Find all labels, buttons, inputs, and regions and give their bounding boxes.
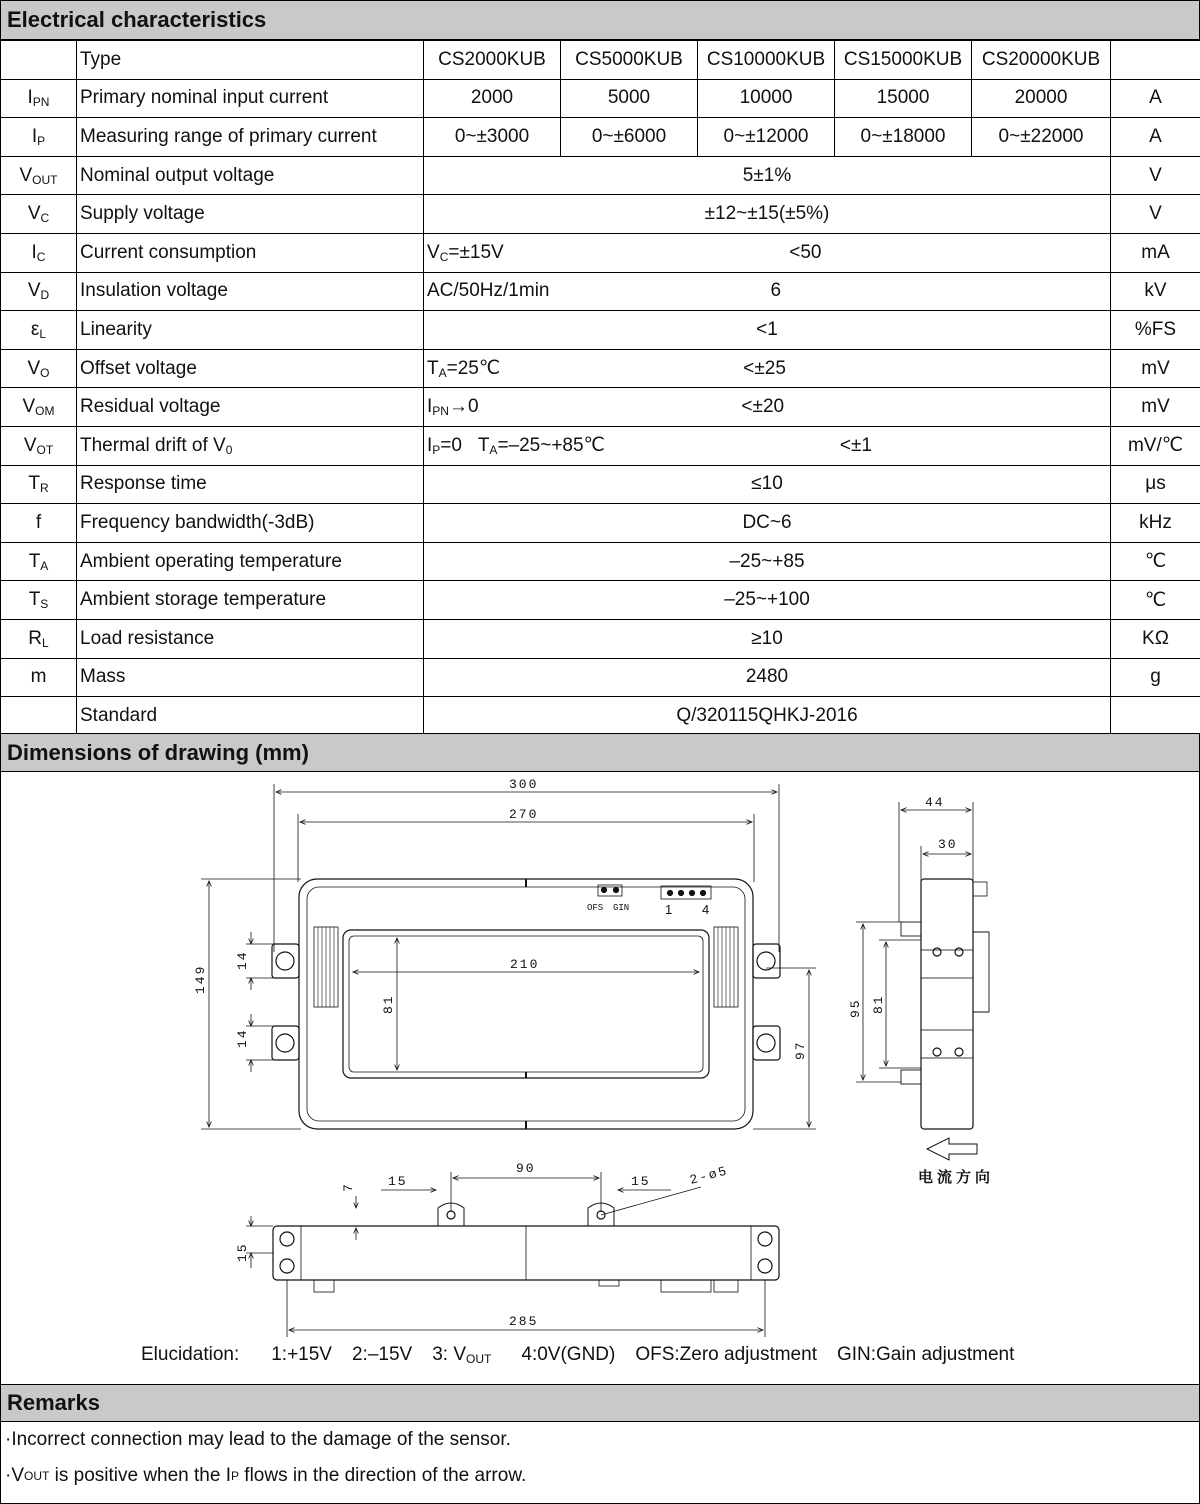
value-cell: 0~±6000 [561,118,698,157]
unit-cell: kHz [1111,504,1200,543]
section-title: Dimensions of drawing (mm) [7,739,309,765]
dimensions-header [0,733,1200,772]
value-cell: 15000 [835,79,972,118]
param-cell: Load resistance [77,619,424,658]
table-row-vot [1,426,1200,465]
symbol-cell: $V_D$ [1,272,77,311]
value-text: 6 [770,280,782,302]
condition-text: AC/50Hz/1min [427,280,550,302]
dim-label-270: 270 [509,807,539,822]
value-cell: 2480 [424,658,1111,697]
dim-label-300: 300 [509,777,539,792]
pin-2-desc: 2:–15V [351,1344,413,1365]
unit-cell: mV [1111,388,1200,427]
table-row-type [1,41,1200,80]
remarks-body [0,1422,1200,1504]
model-cell: CS20000KUB [972,41,1111,80]
gin-label: GIN [613,903,630,913]
symbol-cell: $V_{OT}$ [1,426,77,465]
unit-cell: A [1111,118,1200,157]
param-cell: Nominal output voltage [77,156,424,195]
symbol-cell [1,697,77,736]
dimension-drawing [1,772,1199,1384]
dim-label-14-upper: 14 [235,950,250,970]
dim-label-95: 95 [848,998,863,1018]
dim-label-81: 81 [381,994,396,1014]
remark-line-2: ·V OUT is positive when the I P flows in the direction of the arrow. [5,1465,527,1486]
symbol-cell: $T_S$ [1,581,77,620]
param-cell: Supply voltage [77,195,424,234]
value-text: <±20 [741,396,785,418]
elucidation-label: Elucidation: [141,1344,240,1365]
condition-text: $I_P=0$ $T_A=-25\sim+85℃$ [427,435,605,458]
pin-4-label: 4 [702,902,710,917]
param-cell: Mass [77,658,424,697]
remark-line-1: ·Incorrect connection may lead to the damage of the sensor. [5,1429,511,1450]
table-row-vc [1,195,1200,234]
dim-label-81-side: 81 [871,994,886,1014]
value-cell [424,272,1111,311]
param-cell: Ambient operating temperature [77,542,424,581]
table-row-vd [1,272,1200,311]
dim-label-149: 149 [193,964,208,994]
symbol-cell: $V_{OUT}$ [1,156,77,195]
dim-label-97: 97 [793,1040,808,1060]
param-cell: Standard [77,697,424,736]
value-cell: 5±1% [424,156,1111,195]
symbol-cell: $R_L$ [1,619,77,658]
unit-cell: V [1111,156,1200,195]
dim-label-14-lower: 14 [235,1028,250,1048]
pin-1-desc: 1:+15V [271,1344,332,1365]
param-cell: Response time [77,465,424,504]
symbol-cell: $I_{PN}$ [1,79,77,118]
ofs-desc: OFS:Zero adjustment [635,1344,817,1365]
symbol-cell: $I_C$ [1,233,77,272]
unit-cell: g [1111,658,1200,697]
dim-label-15-height: 15 [235,1242,250,1262]
value-text: <50 [789,241,822,263]
symbol-cell: $T_A$ [1,542,77,581]
unit-cell: V [1111,195,1200,234]
unit-cell: %FS [1111,311,1200,350]
value-cell: 10000 [698,79,835,118]
dim-label-15-left: 15 [388,1174,408,1189]
symbol-cell: $V_{OM}$ [1,388,77,427]
unit-cell: ℃ [1111,542,1200,581]
current-direction-label: 电流方向 [918,1169,995,1186]
unit-cell: A [1111,79,1200,118]
param-cell: Insulation voltage [77,272,424,311]
symbol-cell: $V_O$ [1,349,77,388]
unit-cell: mV [1111,349,1200,388]
value-cell: ≤10 [424,465,1111,504]
table-row-ip [1,118,1200,157]
param-cell: Current consumption [77,233,424,272]
table-row-rl [1,619,1200,658]
dim-label-7: 7 [341,1182,356,1192]
pin-3-desc: 3: $V_{OUT}$ [432,1344,492,1366]
table-row-ts [1,581,1200,620]
unit-cell: mV/℃ [1111,426,1200,465]
section-title: Remarks [7,1390,100,1415]
value-cell: 0~±12000 [698,118,835,157]
value-text: <±25 [743,357,786,379]
value-cell: 0~±3000 [424,118,561,157]
table-row-vout [1,156,1200,195]
table-row-f [1,504,1200,543]
table-row-ta [1,542,1200,581]
symbol-cell: $V_C$ [1,195,77,234]
model-cell: CS10000KUB [698,41,835,80]
value-cell [424,349,1111,388]
param-cell: Residual voltage [77,388,424,427]
value-cell: ±12~±15(±5%) [424,195,1111,234]
value-cell [424,426,1111,465]
unit-cell: ℃ [1111,581,1200,620]
gin-desc: GIN:Gain adjustment [836,1344,1015,1365]
value-cell: 0~±22000 [972,118,1111,157]
remarks-header [0,1384,1200,1422]
condition-text: $T_A=25℃$ [427,358,501,381]
value-cell: Q/320115QHKJ-2016 [424,697,1111,736]
section-title: Electrical characteristics [7,7,267,32]
param-cell: Linearity [77,311,424,350]
dim-label-210: 210 [510,957,540,972]
condition-text: $V_C=\pm 15V$ [427,241,504,264]
condition-text: $I_{PN}\to 0$ [427,396,479,419]
dim-label-15-right: 15 [631,1174,651,1189]
param-cell: Primary nominal input current [77,79,424,118]
pin-1-label: 1 [665,902,673,917]
value-cell: 0~±18000 [835,118,972,157]
unit-cell: kV [1111,272,1200,311]
param-cell: Measuring range of primary current [77,118,424,157]
value-cell: –25~+100 [424,581,1111,620]
value-cell: <1 [424,311,1111,350]
symbol-cell: f [1,504,77,543]
value-cell [424,388,1111,427]
symbol-cell [1,41,77,80]
spec-table [0,40,1200,736]
dimensions-drawing-area [0,772,1200,1384]
value-cell: –25~+85 [424,542,1111,581]
value-cell [424,233,1111,272]
hole-label: 2-ø5 [688,1163,730,1188]
param-cell: Ambient storage temperature [77,581,424,620]
table-row-ipn [1,79,1200,118]
value-text: <±1 [839,434,872,456]
symbol-cell: $I_P$ [1,118,77,157]
unit-cell: μs [1111,465,1200,504]
electrical-characteristics-header [0,0,1200,40]
unit-cell: mA [1111,233,1200,272]
value-cell: ≥10 [424,619,1111,658]
param-cell: Offset voltage [77,349,424,388]
model-cell: CS15000KUB [835,41,972,80]
symbol-cell: $\varepsilon_L$ [1,311,77,350]
elucidation-line [141,1344,1034,1366]
table-row-standard [1,697,1200,736]
dim-label-44: 44 [925,795,945,810]
dim-label-285: 285 [509,1314,539,1329]
symbol-cell: $T_R$ [1,465,77,504]
model-cell: CS5000KUB [561,41,698,80]
param-cell: Type [77,41,424,80]
symbol-cell: m [1,658,77,697]
unit-cell [1111,41,1200,80]
model-cell: CS2000KUB [424,41,561,80]
value-cell: 5000 [561,79,698,118]
value-cell: 2000 [424,79,561,118]
table-row-ic [1,233,1200,272]
unit-cell: KΩ [1111,619,1200,658]
table-row-m [1,658,1200,697]
dim-label-30: 30 [938,837,958,852]
table-row-linearity [1,311,1200,350]
table-row-tr [1,465,1200,504]
pin-4-desc: 4:0V(GND) [521,1344,616,1365]
table-row-vom [1,388,1200,427]
table-row-vo [1,349,1200,388]
value-cell: 20000 [972,79,1111,118]
unit-cell [1111,697,1200,736]
param-cell: Frequency bandwidth(-3dB) [77,504,424,543]
dim-label-90: 90 [516,1161,536,1176]
value-cell: DC~6 [424,504,1111,543]
param-cell: Thermal drift of $V_0$ [77,426,424,465]
ofs-label: OFS [587,903,604,913]
